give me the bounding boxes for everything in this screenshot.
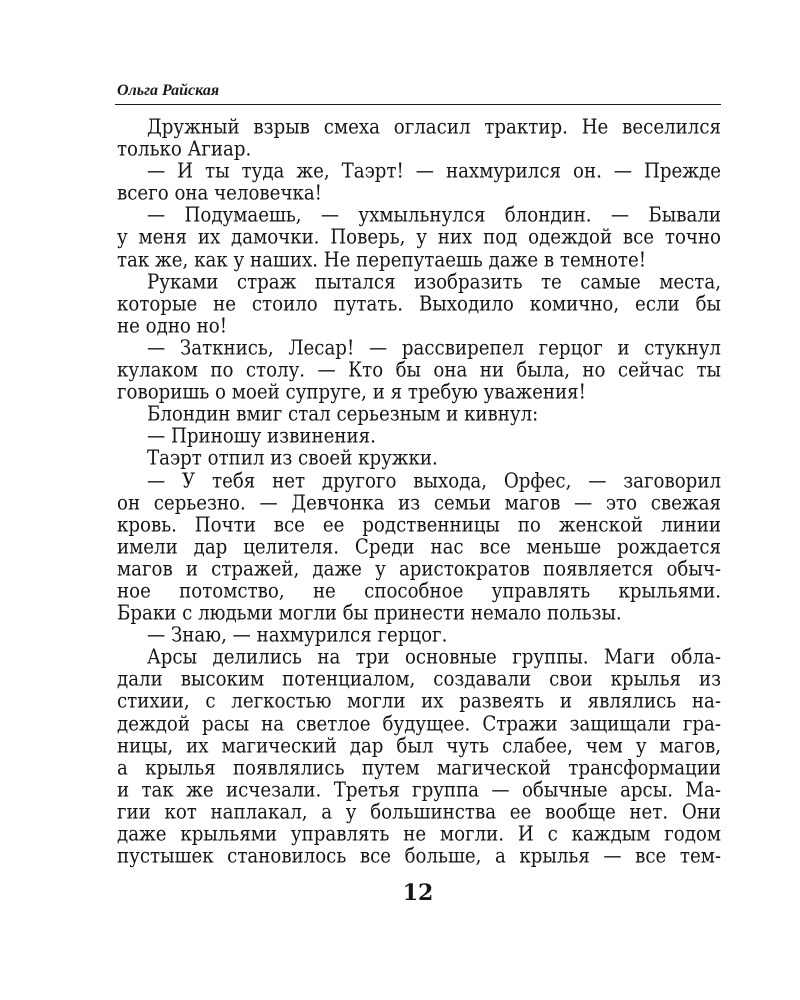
text-line: которые не стоило путать. Выходило комично, если бы <box>117 292 721 316</box>
text-line: пустышек становилось все больше, а крылья — все тем- <box>117 844 721 869</box>
page-number: 12 <box>402 880 434 906</box>
text-line: ницы, их магический дар был чуть слабее, чем у магов, <box>117 734 721 758</box>
text-line: ное потомство, не способное управлять крыльями. <box>117 579 721 604</box>
text-line: имели дар целителя. Среди нас все меньше рождается <box>117 535 721 559</box>
text-line: не одно но! <box>117 314 228 339</box>
text-line: Блондин вмиг стал серьезным и кивнул: <box>147 402 539 427</box>
text-line: а крылья появлялись путем магической трансформации <box>117 756 721 780</box>
text-line: даже крыльями управлять не могли. И с каждым годом <box>117 822 721 847</box>
text-line: и так же исчезали. Третья группа — обычные арсы. Ма- <box>117 778 721 803</box>
running-header <box>115 78 721 105</box>
text-line: магов и стражей, даже у аристократов появляется обыч- <box>117 557 721 582</box>
text-line: — Подумаешь, — ухмыльнулся блондин. — Бывали <box>147 204 721 228</box>
author-name: Ольга Райская <box>117 82 220 99</box>
text-line: кровь. Почти все ее родственницы по женской линии <box>117 513 721 537</box>
text-line: — Заткнись, Лесар! — рассвирепел герцог и стукнул <box>147 336 721 361</box>
text-line: — И ты туда же, Таэрт! — нахмурился он. — Прежде <box>147 159 721 184</box>
text-line: всего она человечка! <box>117 181 322 206</box>
text-line: Браки с людьми могли бы принести немало пользы. <box>117 601 622 626</box>
text-line: Дружный взрыв смеха огласил трактир. Не веселился <box>147 115 721 140</box>
text-line: — Знаю, — нахмурился герцог. <box>147 623 448 648</box>
text-line: у меня их дамочки. Поверь, у них под одеждой все точно <box>117 226 721 250</box>
text-line: гии кот наплакал, а у большинства ее вообще нет. Они <box>117 800 721 825</box>
text-line: он серьезно. — Девчонка из семьи магов — это свежая <box>117 491 721 515</box>
text-line: стихии, с легкостью могли их развеять и являлись на- <box>117 690 721 714</box>
text-line: — Приношу извинения. <box>147 424 376 449</box>
text-line: только Агиар. <box>117 137 252 162</box>
text-line: — У тебя нет другого выхода, Орфес, — заговорил <box>147 469 721 493</box>
page-text <box>117 117 721 868</box>
text-line: говоришь о моей супруге, и я требую уважения! <box>117 380 586 405</box>
text-line: Таэрт отпил из своей кружки. <box>147 447 438 471</box>
text-line: Арсы делились на три основные группы. Маги обла- <box>147 645 721 670</box>
text-line: Руками страж пытался изобразить те самые места, <box>147 270 721 294</box>
text-line: дали высоким потенциалом, создавали свои крылья из <box>117 668 721 692</box>
text-line: так же, как у наших. Не перепутаешь даже в темноте! <box>117 248 647 272</box>
text-line: кулаком по столу. — Кто бы она ни была, но сейчас ты <box>117 358 721 383</box>
text-line: деждой расы на светлое будущее. Стражи защищали гра- <box>117 712 721 736</box>
